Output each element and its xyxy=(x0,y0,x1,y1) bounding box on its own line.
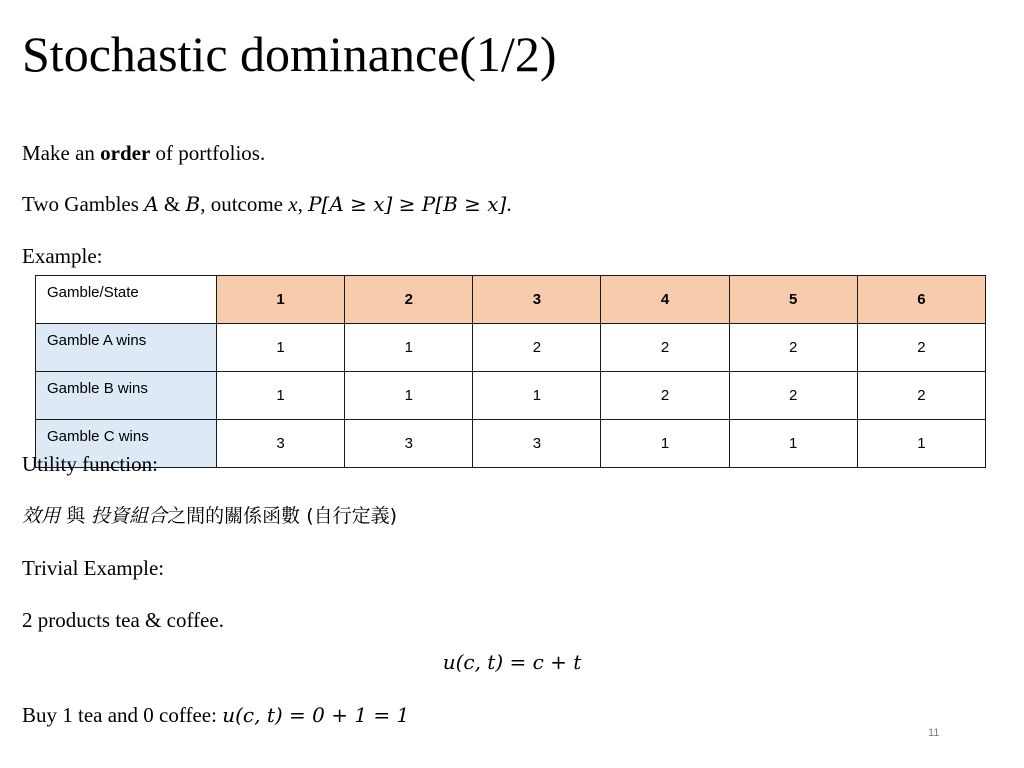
products-line: 2 products tea & coffee. xyxy=(22,608,224,632)
table-row-label: Gamble A wins xyxy=(36,324,217,372)
buy-line-text: Buy 1 tea and 0 coffee: xyxy=(22,703,223,727)
table-col-header: 5 xyxy=(729,276,857,324)
cjk-part-5: (自行定義) xyxy=(300,505,398,527)
table-col-header: 6 xyxy=(857,276,985,324)
table-cell: 3 xyxy=(217,420,345,468)
table-cell: 1 xyxy=(473,372,601,420)
cjk-part-4: 之間的關係函數 xyxy=(167,505,301,527)
table-col-header: 2 xyxy=(345,276,473,324)
table-cell: 2 xyxy=(857,324,985,372)
gamble-table xyxy=(35,275,986,468)
var-b: B xyxy=(185,192,201,216)
gambles-amp: & xyxy=(158,192,186,216)
table-cell: 1 xyxy=(857,420,985,468)
table-cell: 2 xyxy=(857,372,985,420)
table-cell: 3 xyxy=(473,420,601,468)
table-col-header: 4 xyxy=(601,276,729,324)
utility-equation: u(c, t) = c + t xyxy=(442,650,582,674)
table-corner-cell: Gamble/State xyxy=(36,276,217,324)
order-line xyxy=(22,141,265,166)
table-row xyxy=(36,372,986,420)
order-line-bold: order xyxy=(100,141,151,165)
gambles-line xyxy=(22,192,512,217)
table-cell: 2 xyxy=(729,372,857,420)
example-label: Example: xyxy=(22,244,103,268)
table-row-label: Gamble C wins xyxy=(36,420,217,468)
table-cell: 2 xyxy=(729,324,857,372)
var-x: x xyxy=(288,192,298,216)
table-cell: 1 xyxy=(345,324,473,372)
cjk-part-1: 效用 xyxy=(22,505,61,527)
order-line-pre: Make an xyxy=(22,141,101,165)
table-cell: 1 xyxy=(345,372,473,420)
cjk-part-3: 投資組合 xyxy=(91,505,168,527)
table-cell: 1 xyxy=(217,324,345,372)
table-row-label: Gamble B wins xyxy=(36,372,217,420)
table-header-row xyxy=(36,276,986,324)
table-cell: 2 xyxy=(601,372,729,420)
trivial-label: Trivial Example: xyxy=(22,556,165,580)
table-cell: 3 xyxy=(345,420,473,468)
table-col-header: 1 xyxy=(217,276,345,324)
gambles-line-pre: Two Gambles xyxy=(22,192,145,216)
table-row xyxy=(36,324,986,372)
table-cell: 2 xyxy=(601,324,729,372)
gambles-mid: , outcome xyxy=(200,192,289,216)
utility-label: Utility function: xyxy=(22,452,158,476)
buy-line xyxy=(22,703,409,728)
table-cell: 1 xyxy=(729,420,857,468)
table-col-header: 3 xyxy=(473,276,601,324)
utility-description xyxy=(22,505,397,528)
dominance-formula: P[A ≥ x] ≥ P[B ≥ x] xyxy=(308,192,507,216)
cjk-part-2: 與 xyxy=(66,505,86,527)
order-line-post: of portfolios. xyxy=(150,141,266,165)
gambles-comma: , xyxy=(297,192,309,216)
page-number: 11 xyxy=(928,727,940,739)
gambles-end: . xyxy=(506,192,512,216)
table-row xyxy=(36,420,986,468)
slide-title: Stochastic dominance(1/2) xyxy=(22,26,557,82)
table-cell: 1 xyxy=(601,420,729,468)
buy-line-formula: u(c, t) = 0 + 1 = 1 xyxy=(222,703,410,727)
table-cell: 1 xyxy=(217,372,345,420)
var-a: A xyxy=(144,192,159,216)
table-cell: 2 xyxy=(473,324,601,372)
